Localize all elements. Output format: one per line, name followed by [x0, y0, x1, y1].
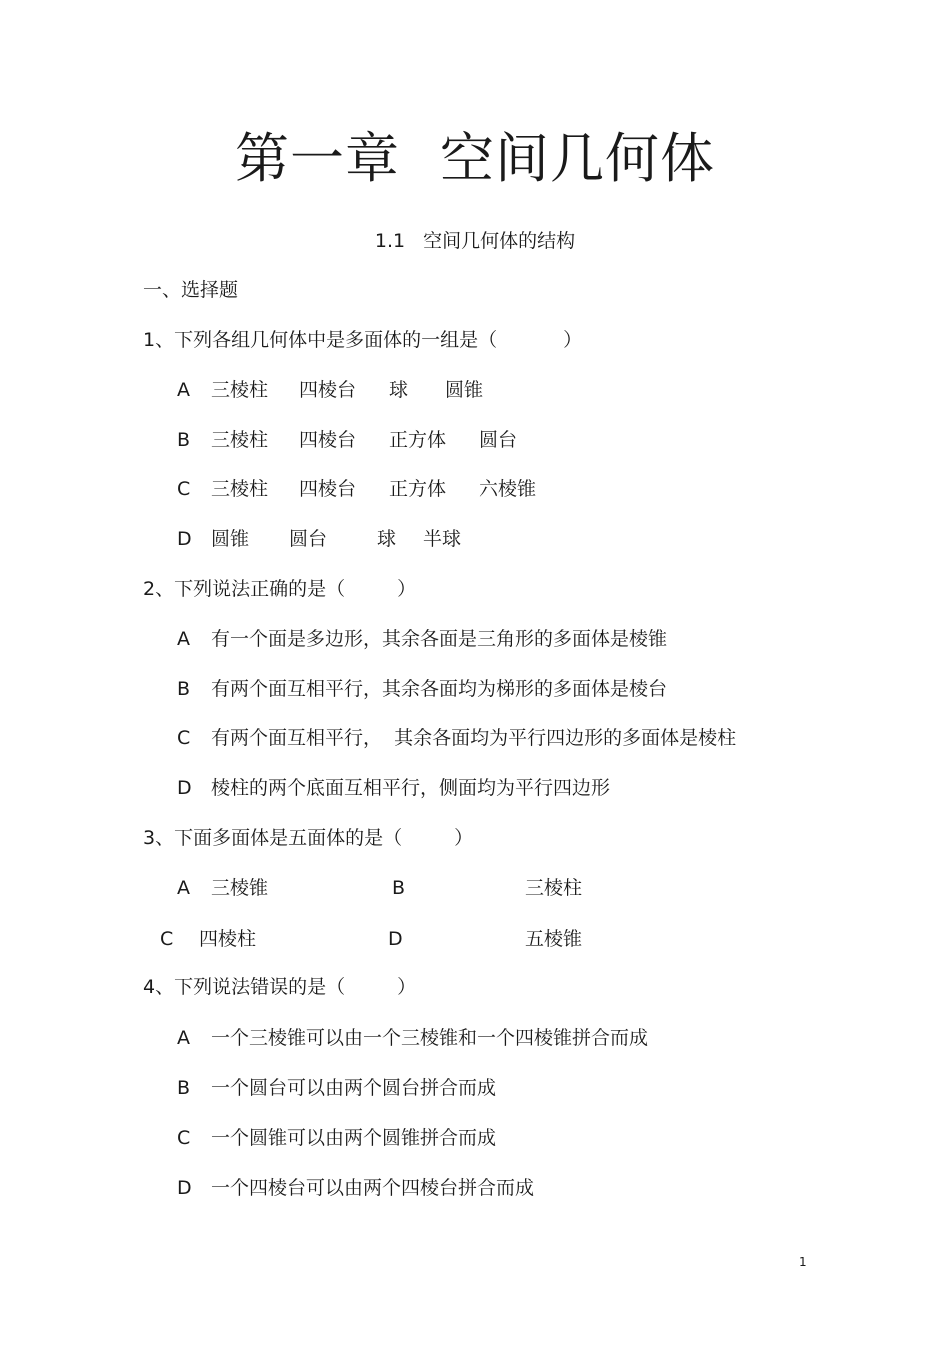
option-text: 三棱锥 [211, 877, 269, 899]
question-stem-text: 1、下列各组几何体中是多面体的一组是（ [143, 329, 498, 351]
option-item: 四棱台 [299, 379, 357, 401]
option-text: 有两个面互相平行，其余各面均为梯形的多面体是棱台 [211, 678, 668, 700]
option-letter: B [177, 429, 191, 451]
option-item: 半球 [423, 528, 462, 550]
question-1-option-d [177, 526, 461, 552]
question-4-stem [143, 974, 416, 1000]
question-1-option-a [177, 377, 483, 403]
option-letter: D [177, 777, 192, 799]
question-close-paren: ） [397, 976, 417, 998]
question-3-option-b-text: 三棱柱 [525, 877, 583, 899]
option-text: 一个三棱锥可以由一个三棱锥和一个四棱锥拼合而成 [211, 1027, 649, 1049]
option-letter: C [177, 478, 191, 500]
option-text: 棱柱的两个底面互相平行，侧面均为平行四边形 [211, 777, 611, 799]
question-2-option-d [177, 775, 610, 801]
question-2-option-c [177, 725, 736, 751]
question-stem-text: 2、下列说法正确的是（ [143, 578, 346, 600]
question-3-option-d-letter: D [388, 928, 403, 950]
option-item: 三棱柱 [211, 429, 269, 451]
question-1-option-c [177, 476, 536, 502]
chapter-title-part1: 第一章 [235, 127, 400, 190]
option-item: 圆锥 [211, 528, 250, 550]
option-text: 一个圆台可以由两个圆台拼合而成 [211, 1077, 497, 1099]
question-3-option-b-letter: B [392, 877, 406, 899]
option-text: 有一个面是多边形，其余各面是三角形的多面体是棱锥 [211, 628, 668, 650]
option-item: 球 [377, 528, 397, 550]
option-letter: B [177, 678, 191, 700]
section-heading [0, 228, 950, 254]
option-item: 正方体 [389, 429, 447, 451]
page-number: 1 [799, 1255, 807, 1269]
option-text: 有两个面互相平行， 其余各面均为平行四边形的多面体是棱柱 [211, 727, 737, 749]
section-title: 空间几何体的结构 [423, 230, 576, 252]
option-item: 四棱台 [299, 429, 357, 451]
question-4-option-d [177, 1175, 534, 1201]
option-item: 球 [389, 379, 409, 401]
chapter-title [0, 122, 950, 196]
option-item: 三棱柱 [211, 379, 269, 401]
question-stem-text: 4、下列说法错误的是（ [143, 976, 346, 998]
part-heading: 一、选择题 [143, 279, 239, 301]
question-close-paren: ） [397, 578, 417, 600]
option-letter: A [177, 1027, 190, 1049]
question-3-stem [143, 825, 473, 851]
option-text: 一个四棱台可以由两个四棱台拼合而成 [211, 1177, 535, 1199]
question-4-option-c [177, 1125, 496, 1151]
option-text: 一个圆锥可以由两个圆锥拼合而成 [211, 1127, 497, 1149]
section-number: 1.1 [374, 230, 406, 252]
option-letter: D [177, 528, 192, 550]
option-item: 圆台 [479, 429, 518, 451]
option-item: 四棱台 [299, 478, 357, 500]
option-item: 正方体 [389, 478, 447, 500]
option-item: 圆锥 [445, 379, 484, 401]
question-close-paren: ） [454, 827, 474, 849]
question-2-stem [143, 576, 416, 602]
question-3-option-a [177, 875, 268, 901]
question-4-option-b [177, 1075, 496, 1101]
question-1-stem [143, 327, 582, 353]
option-letter: D [177, 1177, 192, 1199]
question-4-option-a [177, 1025, 648, 1051]
option-letter: A [177, 628, 190, 650]
option-letter: C [177, 1127, 191, 1149]
question-3-option-c [160, 926, 256, 952]
option-letter: C [177, 727, 191, 749]
option-item: 圆台 [289, 528, 328, 550]
question-3-option-d-text: 五棱锥 [525, 928, 583, 950]
option-item: 六棱锥 [479, 478, 537, 500]
question-stem-text: 3、下面多面体是五面体的是（ [143, 827, 403, 849]
option-letter: A [177, 379, 190, 401]
chapter-title-part2: 空间几何体 [440, 127, 715, 190]
option-letter: B [177, 1077, 191, 1099]
option-letter: A [177, 877, 190, 899]
question-2-option-b [177, 676, 667, 702]
question-2-option-a [177, 626, 667, 652]
option-item: 三棱柱 [211, 478, 269, 500]
question-close-paren: ） [563, 329, 583, 351]
question-1-option-b [177, 427, 517, 453]
option-text: 四棱柱 [199, 928, 257, 950]
option-letter: C [160, 928, 174, 950]
